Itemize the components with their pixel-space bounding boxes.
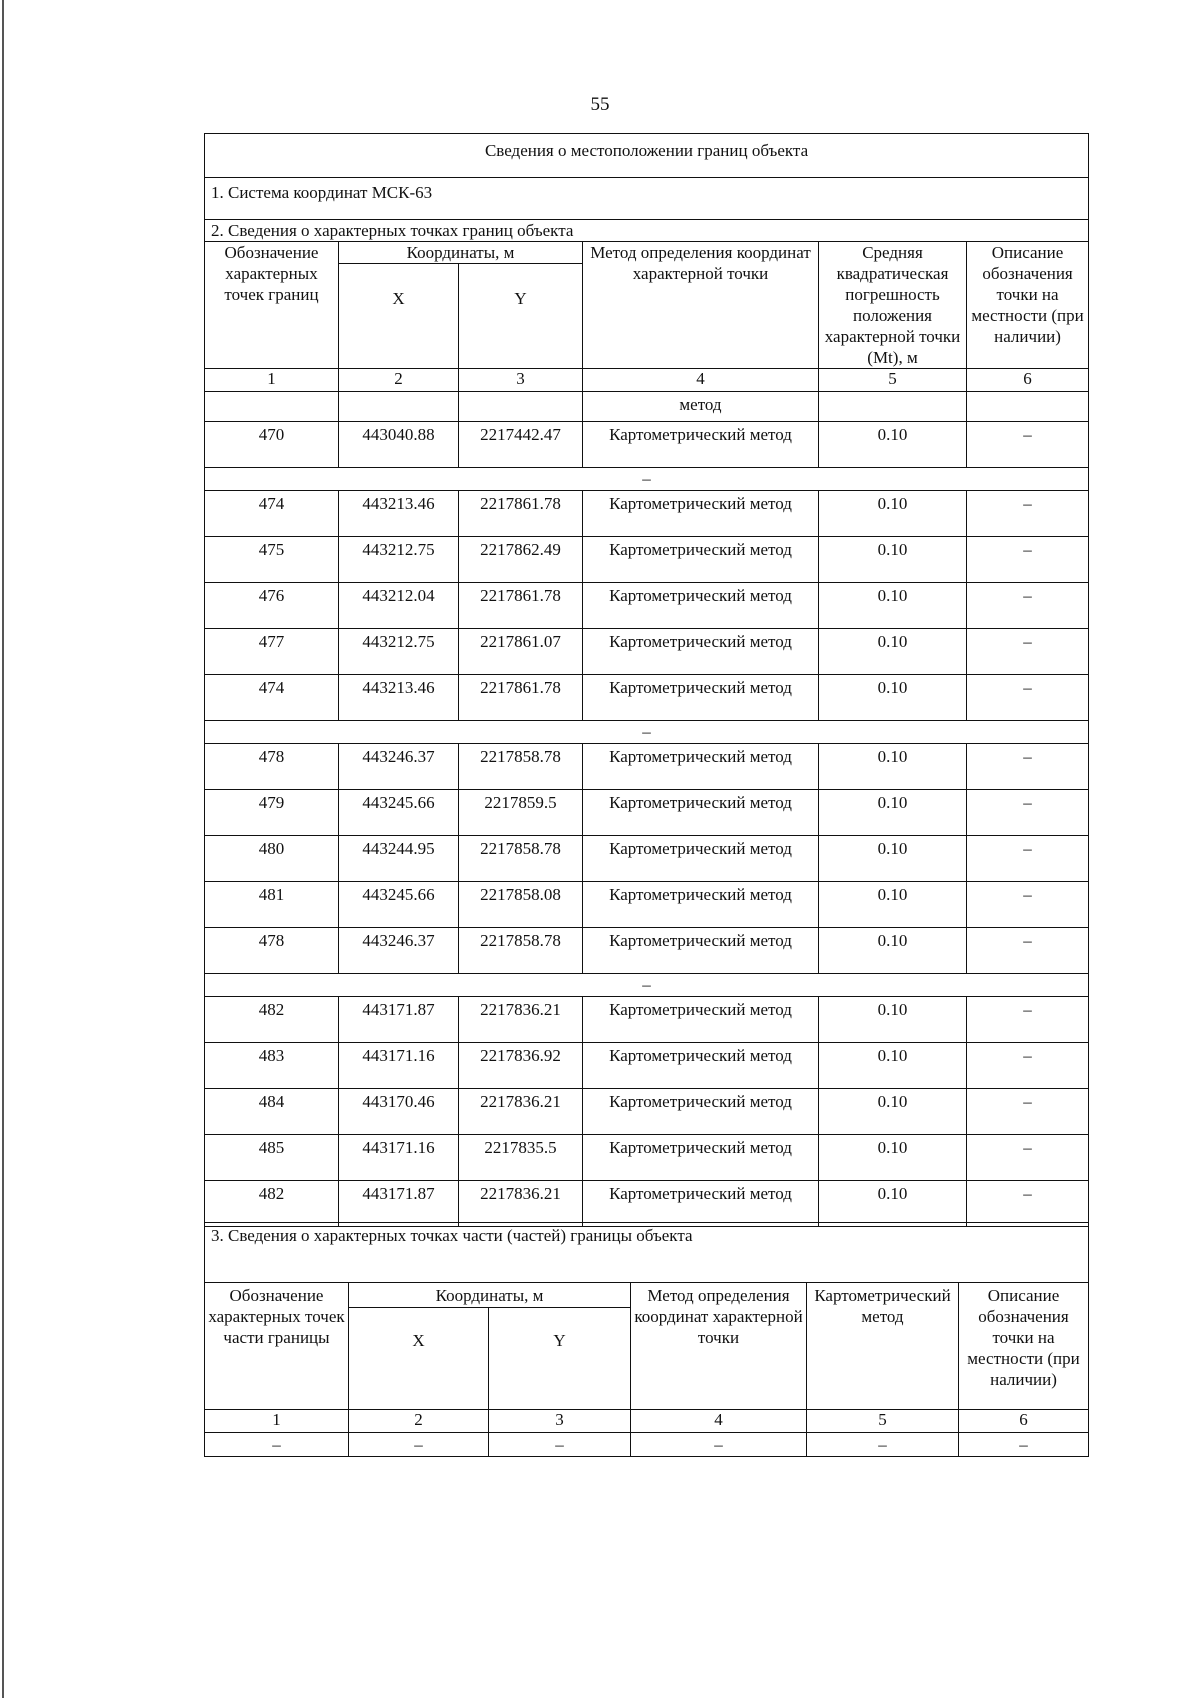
point-cell: 476 xyxy=(205,583,339,629)
y-cell: 2217861.78 xyxy=(459,491,583,537)
header-point-designation: Обозначение характерных точек границ xyxy=(205,242,339,369)
column-number: 1 xyxy=(205,1410,349,1433)
part-header-method: Метод определения координат характерной точки xyxy=(631,1283,807,1410)
y-cell: 2217858.78 xyxy=(459,928,583,974)
table-row xyxy=(205,422,1089,468)
point-cell: 482 xyxy=(205,1181,339,1227)
x-cell: 443212.75 xyxy=(339,537,459,583)
column-number: 1 xyxy=(205,369,339,392)
x-cell: 443213.46 xyxy=(339,675,459,721)
point-cell: 474 xyxy=(205,675,339,721)
table-row xyxy=(205,882,1089,928)
group-separator-row xyxy=(205,721,1089,744)
part-header-y: Y xyxy=(489,1308,631,1410)
method-cell: Картометрический метод xyxy=(583,1181,819,1227)
table-row xyxy=(205,1089,1089,1135)
x-cell: 443040.88 xyxy=(339,422,459,468)
page-number: 55 xyxy=(590,94,610,115)
x-cell: 443245.66 xyxy=(339,790,459,836)
error-cell xyxy=(819,392,967,422)
method-cell: Картометрический метод xyxy=(583,882,819,928)
method-cell: Картометрический метод xyxy=(583,1135,819,1181)
x-cell: 443171.16 xyxy=(339,1135,459,1181)
table-row xyxy=(205,629,1089,675)
description-cell: – xyxy=(967,836,1089,882)
method-cell: Картометрический метод xyxy=(583,422,819,468)
table-row xyxy=(205,744,1089,790)
error-cell: 0.10 xyxy=(819,1043,967,1089)
column-number: 4 xyxy=(631,1410,807,1433)
error-cell: 0.10 xyxy=(819,790,967,836)
column-number: 6 xyxy=(967,369,1089,392)
description-cell: – xyxy=(967,491,1089,537)
table-row xyxy=(205,836,1089,882)
part-header-x: X xyxy=(349,1308,489,1410)
method-cell: Картометрический метод xyxy=(583,790,819,836)
point-cell: 474 xyxy=(205,491,339,537)
table-row xyxy=(205,1433,1089,1457)
description-cell: – xyxy=(967,790,1089,836)
part-boundary-points-table xyxy=(204,1222,1089,1457)
coordinate-system: 1. Система координат МСК-63 xyxy=(205,178,1089,220)
section-2-title: 2. Сведения о характерных точках границ объекта xyxy=(205,220,1089,242)
error-cell: 0.10 xyxy=(819,928,967,974)
y-cell: 2217858.08 xyxy=(459,882,583,928)
point-cell: 470 xyxy=(205,422,339,468)
point-cell: 480 xyxy=(205,836,339,882)
y-cell xyxy=(459,392,583,422)
table-row xyxy=(205,583,1089,629)
error-cell: 0.10 xyxy=(819,422,967,468)
error-cell: 0.10 xyxy=(819,675,967,721)
separator-dash: – xyxy=(205,974,1089,997)
description-cell: – xyxy=(967,1135,1089,1181)
description-cell: – xyxy=(967,583,1089,629)
y-cell: 2217835.5 xyxy=(459,1135,583,1181)
y-cell: 2217836.21 xyxy=(459,997,583,1043)
description-cell: – xyxy=(967,1089,1089,1135)
error-cell: 0.10 xyxy=(819,1135,967,1181)
header-coordinates: Координаты, м xyxy=(339,242,583,264)
x-cell: 443245.66 xyxy=(339,882,459,928)
y-cell: 2217442.47 xyxy=(459,422,583,468)
x-cell: 443213.46 xyxy=(339,491,459,537)
point-cell: 484 xyxy=(205,1089,339,1135)
method-cell: Картометрический метод xyxy=(583,1043,819,1089)
table-row xyxy=(205,537,1089,583)
empty-cell: – xyxy=(489,1433,631,1457)
x-cell: 443171.16 xyxy=(339,1043,459,1089)
empty-cell: – xyxy=(205,1433,349,1457)
method-cell: Картометрический метод xyxy=(583,1089,819,1135)
part-header-coordinates: Координаты, м xyxy=(349,1283,631,1308)
method-cell: Картометрический метод xyxy=(583,675,819,721)
method-cell: Картометрический метод xyxy=(583,928,819,974)
column-number: 3 xyxy=(459,369,583,392)
y-cell: 2217836.92 xyxy=(459,1043,583,1089)
column-number: 2 xyxy=(349,1410,489,1433)
point-cell xyxy=(205,392,339,422)
column-number: 6 xyxy=(959,1410,1089,1433)
description-cell: – xyxy=(967,744,1089,790)
column-number: 5 xyxy=(807,1410,959,1433)
y-cell: 2217858.78 xyxy=(459,836,583,882)
method-cell: Картометрический метод xyxy=(583,491,819,537)
description-cell: – xyxy=(967,928,1089,974)
part-header-point-designation: Обозначение характерных точек части границы xyxy=(205,1283,349,1410)
error-cell: 0.10 xyxy=(819,882,967,928)
y-cell: 2217858.78 xyxy=(459,744,583,790)
error-cell: 0.10 xyxy=(819,836,967,882)
x-cell: 443244.95 xyxy=(339,836,459,882)
table-row xyxy=(205,1135,1089,1181)
point-cell: 481 xyxy=(205,882,339,928)
column-number: 5 xyxy=(819,369,967,392)
header-x: X xyxy=(339,264,459,369)
x-cell xyxy=(339,392,459,422)
point-cell: 479 xyxy=(205,790,339,836)
part-header-col5: Картометрический метод xyxy=(807,1283,959,1410)
description-cell: – xyxy=(967,629,1089,675)
binding-margin-line xyxy=(2,0,4,1698)
boundary-points-table xyxy=(204,133,1089,1227)
method-cell: Картометрический метод xyxy=(583,537,819,583)
y-cell: 2217861.07 xyxy=(459,629,583,675)
x-cell: 443246.37 xyxy=(339,744,459,790)
description-cell: – xyxy=(967,882,1089,928)
description-cell: – xyxy=(967,537,1089,583)
table-row xyxy=(205,997,1089,1043)
error-cell: 0.10 xyxy=(819,629,967,675)
method-cell: Картометрический метод xyxy=(583,836,819,882)
point-cell: 483 xyxy=(205,1043,339,1089)
column-number: 4 xyxy=(583,369,819,392)
description-cell: – xyxy=(967,422,1089,468)
description-cell xyxy=(967,392,1089,422)
error-cell: 0.10 xyxy=(819,744,967,790)
part-header-description: Описание обозначения точки на местности (при наличии) xyxy=(959,1283,1089,1410)
column-number: 3 xyxy=(489,1410,631,1433)
group-separator-row xyxy=(205,974,1089,997)
point-cell: 482 xyxy=(205,997,339,1043)
table-row xyxy=(205,491,1089,537)
error-cell: 0.10 xyxy=(819,997,967,1043)
method-cell: Картометрический метод xyxy=(583,744,819,790)
y-cell: 2217836.21 xyxy=(459,1089,583,1135)
table-row xyxy=(205,1181,1089,1227)
method-cell: Картометрический метод xyxy=(583,629,819,675)
table-row xyxy=(205,928,1089,974)
description-cell: – xyxy=(967,675,1089,721)
separator-dash: – xyxy=(205,721,1089,744)
description-cell: – xyxy=(967,1181,1089,1227)
x-cell: 443171.87 xyxy=(339,1181,459,1227)
column-number: 2 xyxy=(339,369,459,392)
empty-cell: – xyxy=(631,1433,807,1457)
table-title: Сведения о местоположении границ объекта xyxy=(205,134,1089,178)
table-row xyxy=(205,790,1089,836)
point-cell: 478 xyxy=(205,928,339,974)
method-cell: метод xyxy=(583,392,819,422)
empty-cell: – xyxy=(349,1433,489,1457)
section-3-title: 3. Сведения о характерных точках части (частей) границы объекта xyxy=(205,1223,1089,1283)
method-cell: Картометрический метод xyxy=(583,997,819,1043)
x-cell: 443212.04 xyxy=(339,583,459,629)
header-description: Описание обозначения точки на местности (при наличии) xyxy=(967,242,1089,369)
header-y: Y xyxy=(459,264,583,369)
x-cell: 443246.37 xyxy=(339,928,459,974)
point-cell: 485 xyxy=(205,1135,339,1181)
table-row xyxy=(205,392,1089,422)
header-method: Метод определения координат характерной точки xyxy=(583,242,819,369)
point-cell: 478 xyxy=(205,744,339,790)
error-cell: 0.10 xyxy=(819,537,967,583)
error-cell: 0.10 xyxy=(819,1181,967,1227)
header-mean-error: Средняя квадратическая погрешность положения характерной точки (Mt), м xyxy=(819,242,967,369)
table-row xyxy=(205,1043,1089,1089)
x-cell: 443212.75 xyxy=(339,629,459,675)
y-cell: 2217836.21 xyxy=(459,1181,583,1227)
x-cell: 443171.87 xyxy=(339,997,459,1043)
description-cell: – xyxy=(967,997,1089,1043)
method-cell: Картометрический метод xyxy=(583,583,819,629)
point-cell: 475 xyxy=(205,537,339,583)
y-cell: 2217861.78 xyxy=(459,675,583,721)
y-cell: 2217859.5 xyxy=(459,790,583,836)
separator-dash: – xyxy=(205,468,1089,491)
y-cell: 2217862.49 xyxy=(459,537,583,583)
point-cell: 477 xyxy=(205,629,339,675)
table-row xyxy=(205,675,1089,721)
error-cell: 0.10 xyxy=(819,1089,967,1135)
y-cell: 2217861.78 xyxy=(459,583,583,629)
empty-cell: – xyxy=(959,1433,1089,1457)
x-cell: 443170.46 xyxy=(339,1089,459,1135)
description-cell: – xyxy=(967,1043,1089,1089)
error-cell: 0.10 xyxy=(819,491,967,537)
error-cell: 0.10 xyxy=(819,583,967,629)
empty-cell: – xyxy=(807,1433,959,1457)
group-separator-row xyxy=(205,468,1089,491)
